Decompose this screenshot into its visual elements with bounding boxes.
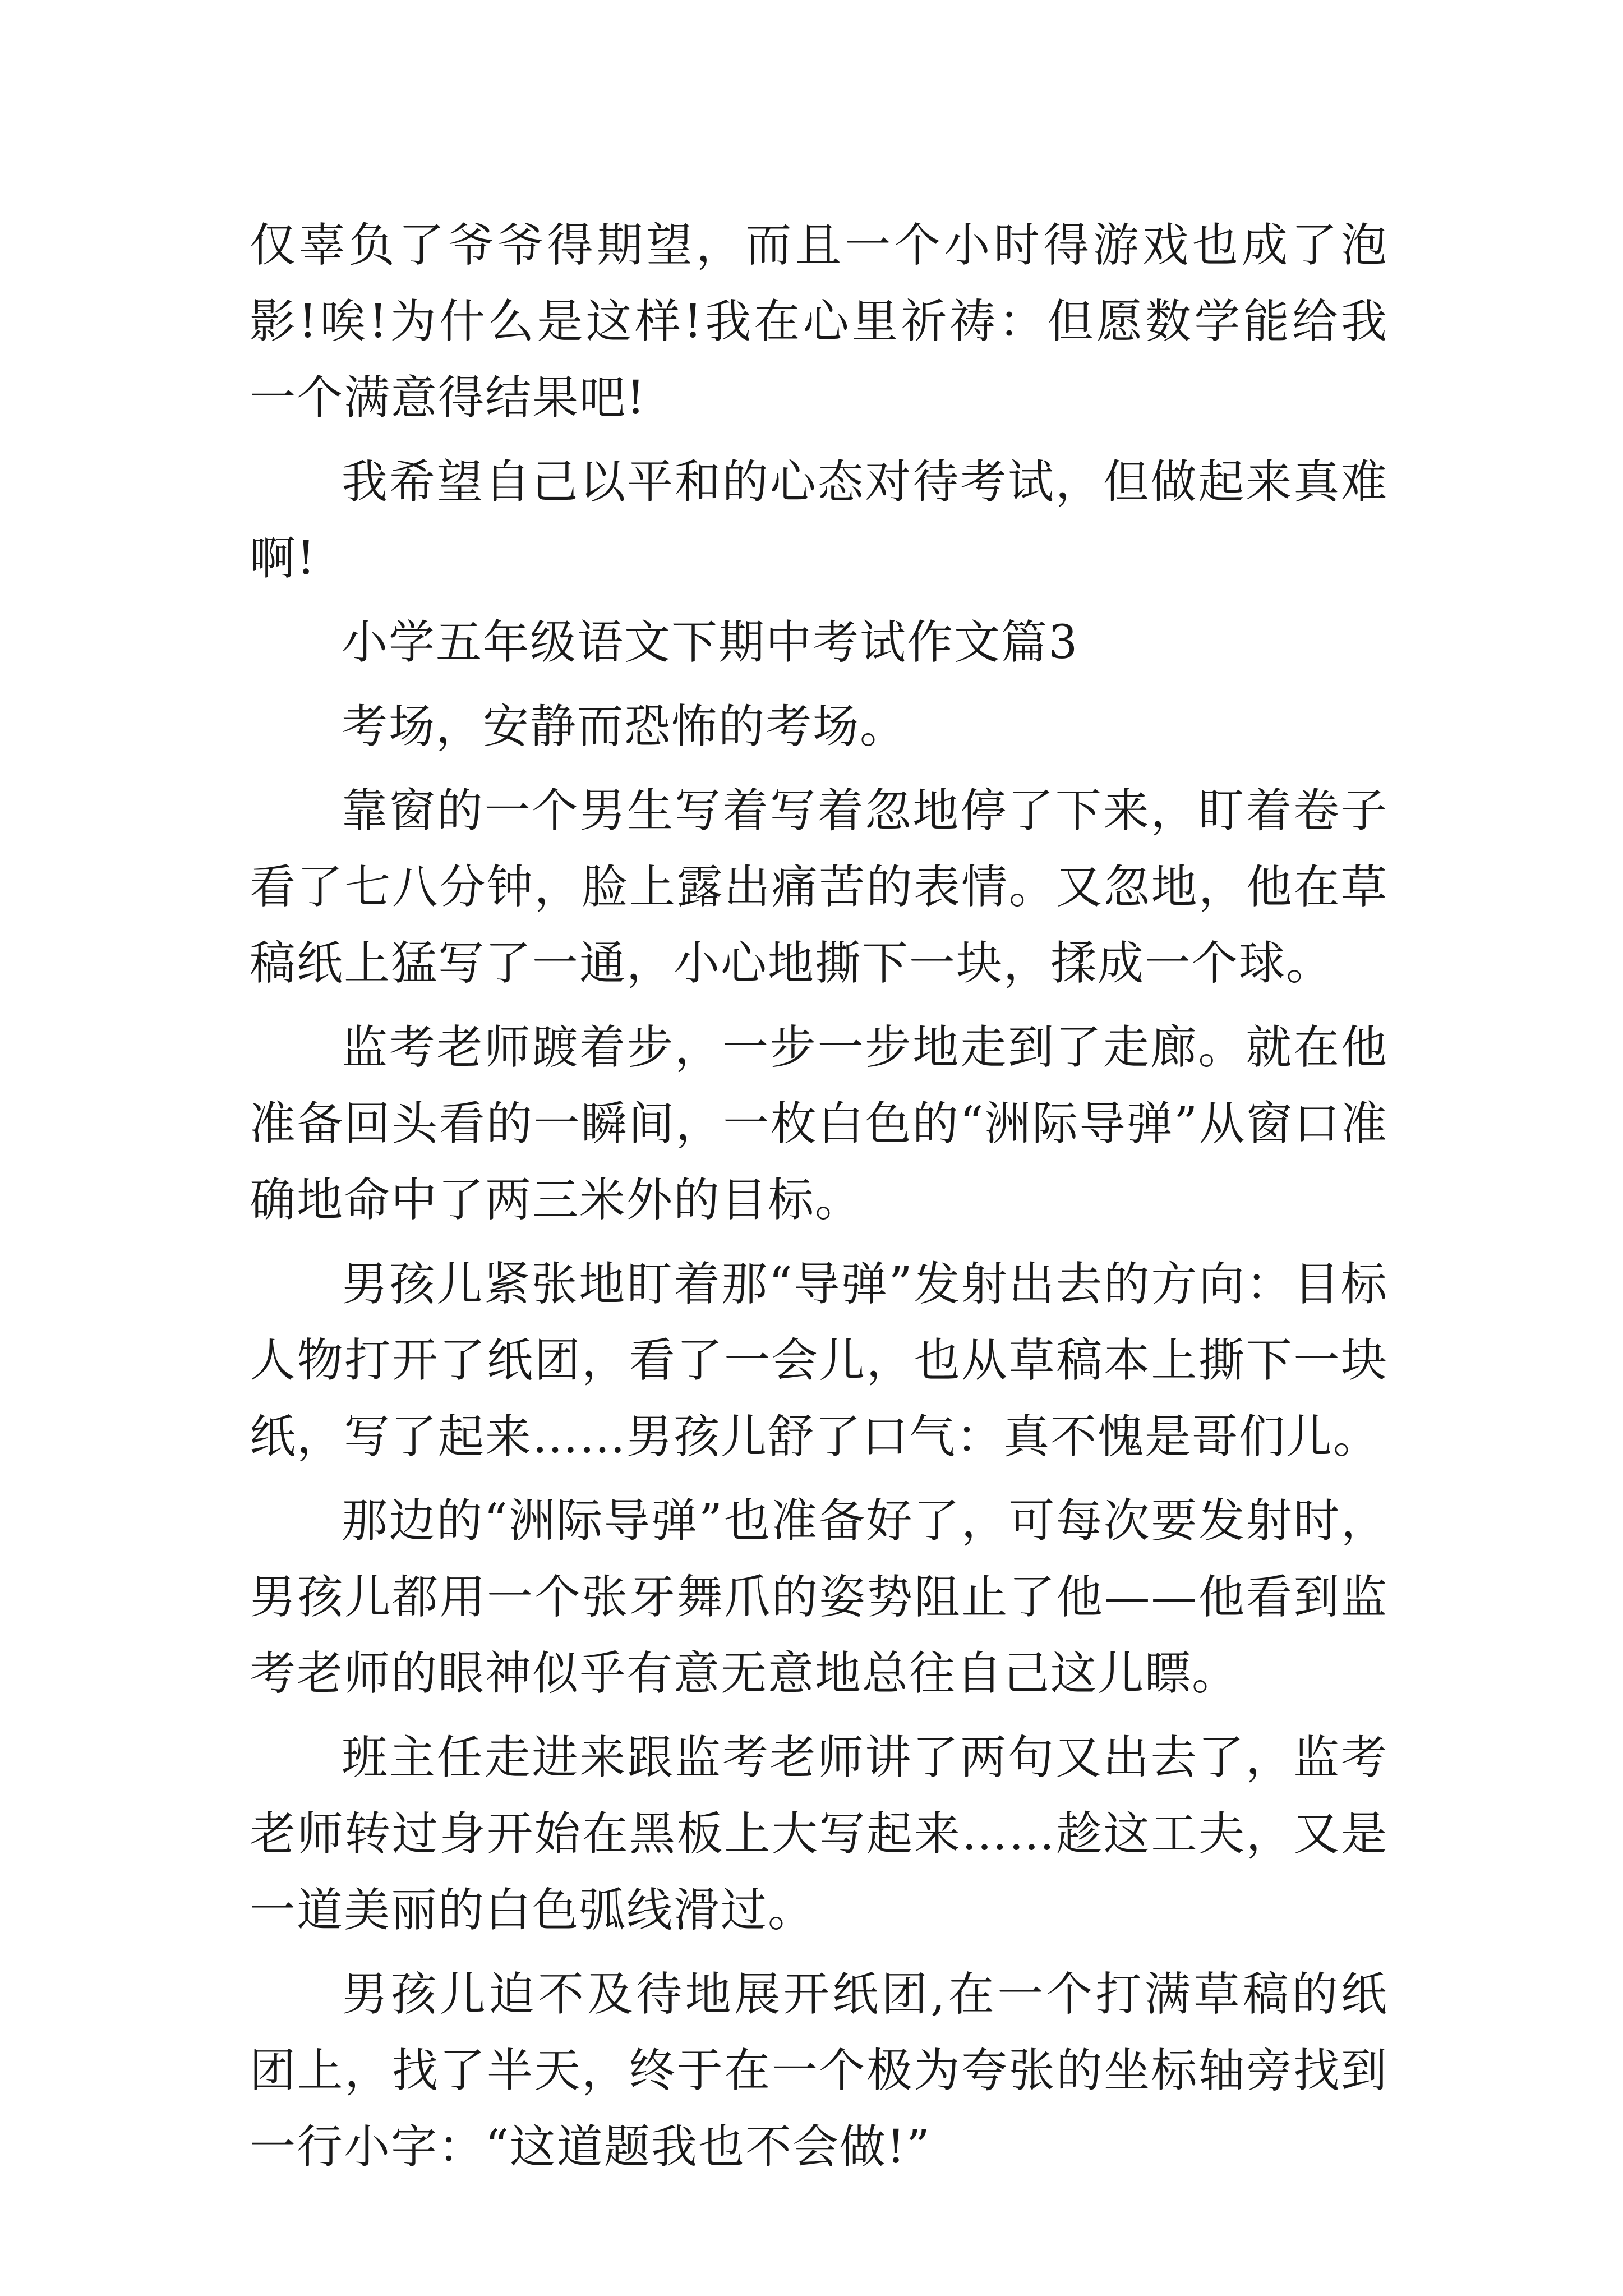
paragraph: 男孩儿迫不及待地展开纸团,在一个打满草稿的纸团上，找了半天，终于在一个极为夸张的坐标轴旁找到一行小字：“这道题我也不会做!” xyxy=(250,1968,1388,2174)
document-body xyxy=(250,208,1388,2193)
paragraph: 我希望自己以平和的心态对待考试，但做起来真难啊! xyxy=(250,455,1388,585)
paragraph: 班主任走进来跟监考老师讲了两句又出去了，监考老师转过身开始在黑板上大写起来……趁这工夫，又是一道美丽的白色弧线滑过。 xyxy=(250,1731,1388,1937)
section-heading: 小学五年级语文下期中考试作文篇3 xyxy=(342,616,1079,669)
paragraph: 仅辜负了爷爷得期望，而且一个小时得游戏也成了泡影!唉!为什么是这样!我在心里祈祷：但愿数学能给我一个满意得结果吧! xyxy=(250,219,1388,425)
paragraph: 监考老师踱着步，一步一步地走到了走廊。就在他准备回头看的一瞬间，一枚白色的“洲际导弹”从窗口准确地命中了两三米外的目标。 xyxy=(250,1021,1388,1227)
paragraph: 那边的“洲际导弹”也准备好了，可每次要发射时，男孩儿都用一个张牙舞爪的姿势阻止了他——他看到监考老师的眼神似乎有意无意地总往自己这儿瞟。 xyxy=(250,1494,1388,1700)
paragraph: 靠窗的一个男生写着写着忽地停了下来，盯着卷子看了七八分钟，脸上露出痛苦的表情。又忽地，他在草稿纸上猛写了一通，小心地撕下一块，揉成一个球。 xyxy=(250,784,1388,990)
paragraph: 男孩儿紧张地盯着那“导弹”发射出去的方向：目标人物打开了纸团，看了一会儿，也从草稿本上撕下一块纸，写了起来……男孩儿舒了口气：真不愧是哥们儿。 xyxy=(250,1258,1388,1464)
paragraph: 考场，安静而恐怖的考场。 xyxy=(342,700,907,753)
